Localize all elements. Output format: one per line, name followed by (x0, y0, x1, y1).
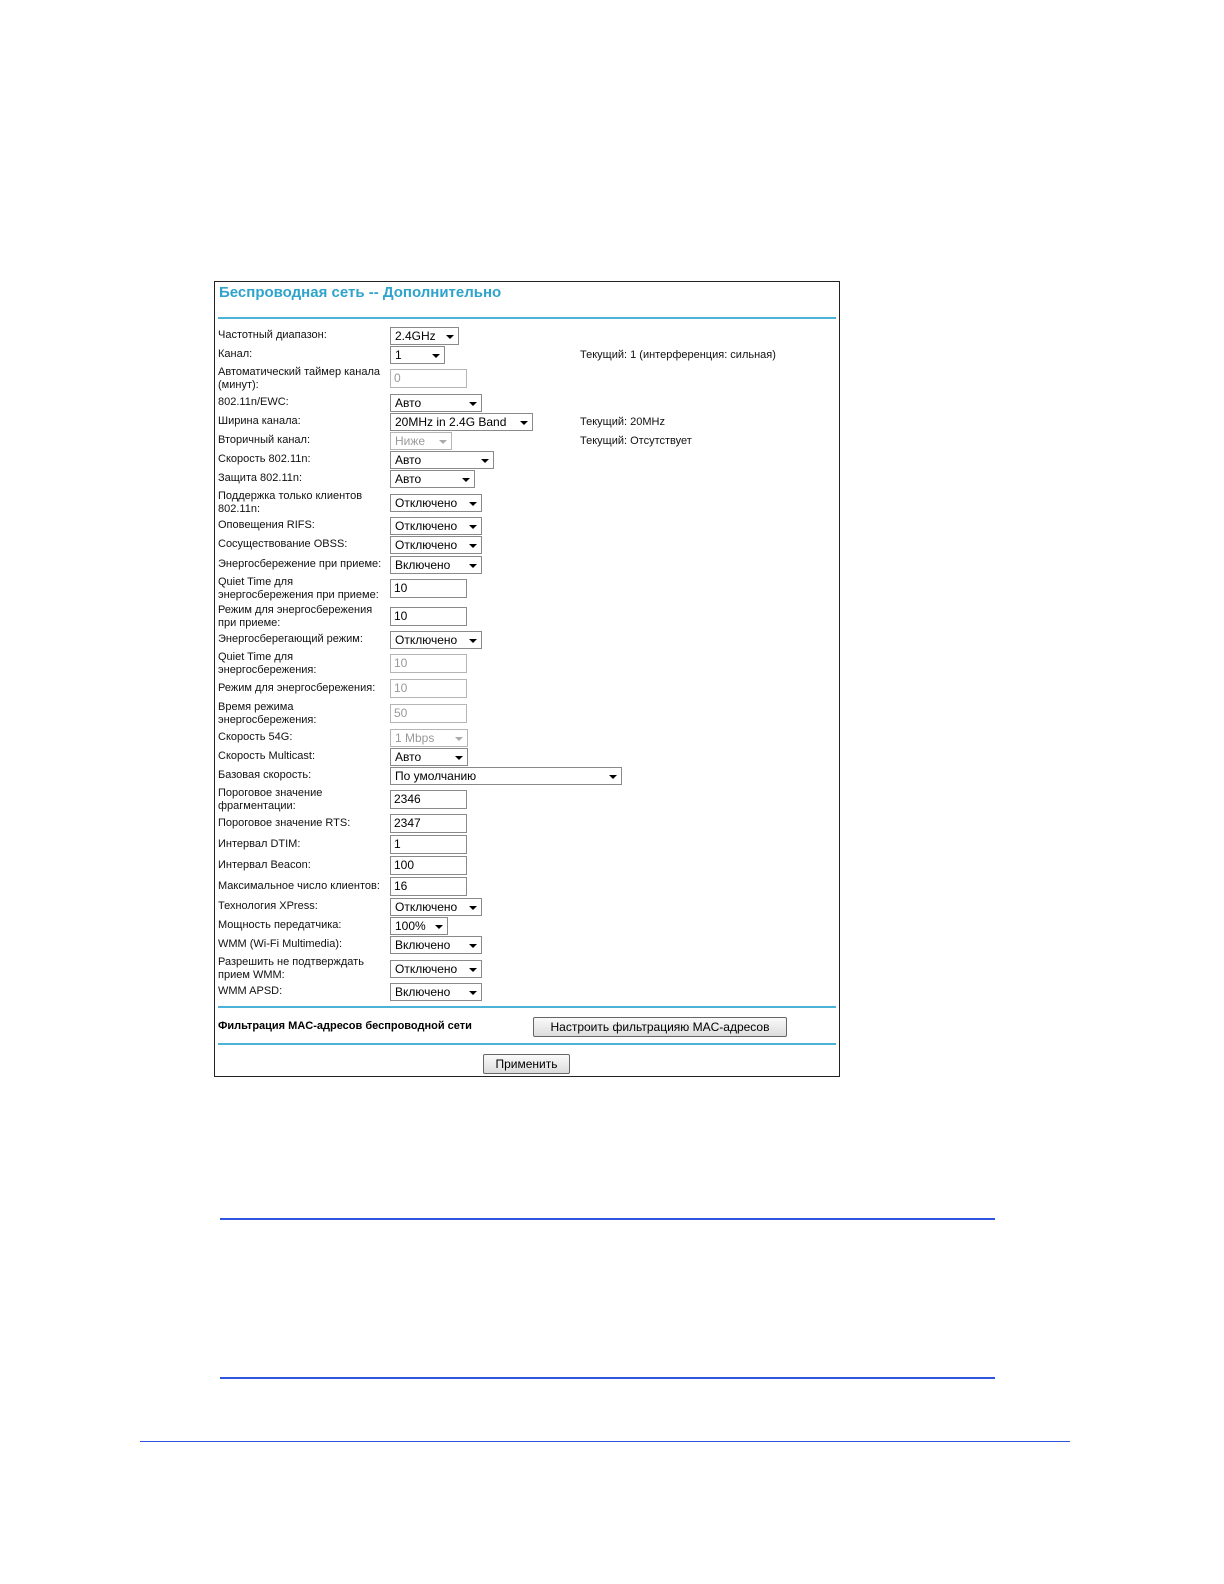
setting-label: Сосуществование OBSS: (218, 538, 348, 550)
setting-input[interactable]: 10 (390, 579, 467, 598)
setting-input: 10 (390, 679, 467, 698)
setting-label (218, 956, 364, 982)
select-value: Отключено (395, 538, 458, 552)
select-value: Включено (395, 985, 451, 999)
chevron-down-icon (455, 756, 463, 760)
setting-label: Энергосбережение при приеме: (218, 558, 382, 570)
setting-label: Вторичный канал: (218, 434, 311, 446)
setting-label: WMM (Wi-Fi Multimedia): (218, 938, 343, 950)
chevron-down-icon (462, 478, 470, 482)
chevron-down-icon (455, 737, 463, 741)
setting-label-line: Режим для энергосбережения (218, 604, 373, 616)
setting-select[interactable] (390, 470, 475, 488)
setting-input[interactable]: 16 (390, 877, 467, 896)
chevron-down-icon (469, 502, 477, 506)
setting-select[interactable] (390, 936, 482, 954)
setting-label: Режим для энергосбережения: (218, 682, 376, 694)
setting-label: Скорость 54G: (218, 731, 293, 743)
current-status-text: Текущий: 1 (интерференция: сильная) (580, 349, 776, 361)
chevron-down-icon (469, 525, 477, 529)
setting-label: Технология XPress: (218, 900, 318, 912)
apply-button[interactable]: Применить (483, 1054, 570, 1074)
current-status-text: Текущий: Отсутствует (580, 435, 692, 447)
setting-label: Максимальное число клиентов: (218, 880, 380, 892)
select-value: Авто (395, 396, 422, 410)
title-separator (218, 317, 836, 319)
mac-filter-label: Фильтрация MAC-адресов беспроводной сети (218, 1020, 472, 1032)
setting-label (218, 604, 372, 630)
select-value: 20MHz in 2.4G Band (395, 415, 507, 429)
form-separator (218, 1006, 836, 1008)
setting-label: Оповещения RIFS: (218, 519, 315, 531)
setting-input: 10 (390, 654, 467, 673)
setting-label: Защита 802.11n: (218, 472, 303, 484)
document-rule (220, 1218, 995, 1220)
select-value: 1 (395, 348, 402, 362)
setting-select (390, 432, 452, 450)
document-rule (220, 1377, 995, 1379)
select-value: Отключено (395, 519, 458, 533)
setting-label: Ширина канала: (218, 415, 301, 427)
setting-label-line: (минут): (218, 379, 259, 391)
setting-label-line: фрагментации: (218, 800, 296, 812)
setting-label (218, 576, 379, 602)
setting-label-line: Время режима (218, 701, 294, 713)
chevron-down-icon (469, 968, 477, 972)
chevron-down-icon (469, 402, 477, 406)
setting-select[interactable] (390, 983, 482, 1001)
select-value: Авто (395, 750, 422, 764)
setting-label-line: Quiet Time для (218, 576, 294, 588)
setting-label: Скорость Multicast: (218, 750, 316, 762)
chevron-down-icon (469, 944, 477, 948)
setting-select[interactable] (390, 536, 482, 554)
chevron-down-icon (446, 335, 454, 339)
setting-label (218, 651, 316, 677)
current-status-text: Текущий: 20MHz (580, 416, 665, 428)
advanced-wireless-panel (214, 281, 840, 1077)
setting-label: Мощность передатчика: (218, 919, 342, 931)
setting-label-line: Разрешить не подтверждать (218, 956, 364, 968)
select-value: По умолчанию (395, 769, 477, 783)
select-value: Отключено (395, 962, 458, 976)
setting-label: Скорость 802.11n: (218, 453, 311, 465)
setting-label-line: Пороговое значение (218, 787, 323, 799)
select-value: Отключено (395, 633, 458, 647)
chevron-down-icon (520, 421, 528, 425)
chevron-down-icon (469, 639, 477, 643)
setting-label-line: Автоматический таймер канала (218, 366, 381, 378)
setting-select[interactable] (390, 556, 482, 574)
setting-select[interactable] (390, 451, 494, 469)
select-value: Включено (395, 938, 451, 952)
chevron-down-icon (469, 544, 477, 548)
select-value: 100% (395, 919, 426, 933)
select-value: Отключено (395, 496, 458, 510)
setting-label-line: энергосбережения при приеме: (218, 589, 379, 601)
setting-input: 0 (390, 369, 467, 388)
chevron-down-icon (481, 459, 489, 463)
setting-label-line: 802.11n: (218, 503, 261, 515)
chevron-down-icon (432, 354, 440, 358)
setting-select[interactable] (390, 898, 482, 916)
select-value: 1 Mbps (395, 731, 435, 745)
setting-label (218, 787, 322, 813)
select-value: 2.4GHz (395, 329, 436, 343)
setting-select[interactable] (390, 327, 459, 345)
footer-rule (140, 1441, 1070, 1442)
setting-label-line: при приеме: (218, 617, 281, 629)
select-value: Ниже (395, 434, 426, 448)
setting-label: Канал: (218, 348, 253, 360)
setting-select[interactable] (390, 413, 533, 431)
setting-input[interactable]: 100 (390, 856, 467, 875)
setting-label: WMM APSD: (218, 985, 283, 997)
select-value: Включено (395, 558, 451, 572)
setting-label-line: прием WMM: (218, 969, 285, 981)
setting-select[interactable] (390, 631, 482, 649)
setting-select[interactable] (390, 346, 445, 364)
configure-mac-filter-button[interactable]: Настроить фильтрацияю MAC-адресов (533, 1017, 787, 1037)
chevron-down-icon (469, 991, 477, 995)
setting-label: Частотный диапазон: (218, 329, 327, 341)
setting-label: Пороговое значение RTS: (218, 817, 351, 829)
setting-select[interactable] (390, 960, 482, 978)
setting-label-line: энергосбережения: (218, 714, 317, 726)
select-value: Авто (395, 472, 422, 486)
select-value: Авто (395, 453, 422, 467)
setting-label-line: энергосбережения: (218, 664, 317, 676)
setting-label: Интервал Beacon: (218, 859, 311, 871)
setting-select (390, 729, 468, 747)
setting-input[interactable]: 1 (390, 835, 467, 854)
chevron-down-icon (435, 925, 443, 929)
setting-select[interactable] (390, 494, 482, 512)
setting-label-line: Quiet Time для (218, 651, 294, 663)
chevron-down-icon (469, 564, 477, 568)
setting-input[interactable]: 2346 (390, 790, 467, 809)
mac-separator (218, 1043, 836, 1045)
setting-label: 802.11n/EWC: (218, 396, 289, 408)
setting-select[interactable] (390, 394, 482, 412)
setting-label: Энергосберегающий режим: (218, 633, 363, 645)
setting-select[interactable] (390, 517, 482, 535)
chevron-down-icon (439, 440, 447, 444)
page-title: Беспроводная сеть -- Дополнительно (219, 284, 502, 301)
setting-label (218, 701, 316, 727)
setting-input[interactable]: 10 (390, 607, 467, 626)
setting-label: Интервал DTIM: (218, 838, 301, 850)
setting-label (218, 490, 362, 516)
setting-select[interactable] (390, 767, 622, 785)
setting-input: 50 (390, 704, 467, 723)
setting-input[interactable]: 2347 (390, 814, 467, 833)
setting-label (218, 366, 380, 392)
setting-label-line: Поддержка только клиентов (218, 490, 363, 502)
chevron-down-icon (609, 775, 617, 779)
setting-select[interactable] (390, 748, 468, 766)
select-value: Отключено (395, 900, 458, 914)
setting-label: Базовая скорость: (218, 769, 312, 781)
setting-select[interactable] (390, 917, 448, 935)
chevron-down-icon (469, 906, 477, 910)
